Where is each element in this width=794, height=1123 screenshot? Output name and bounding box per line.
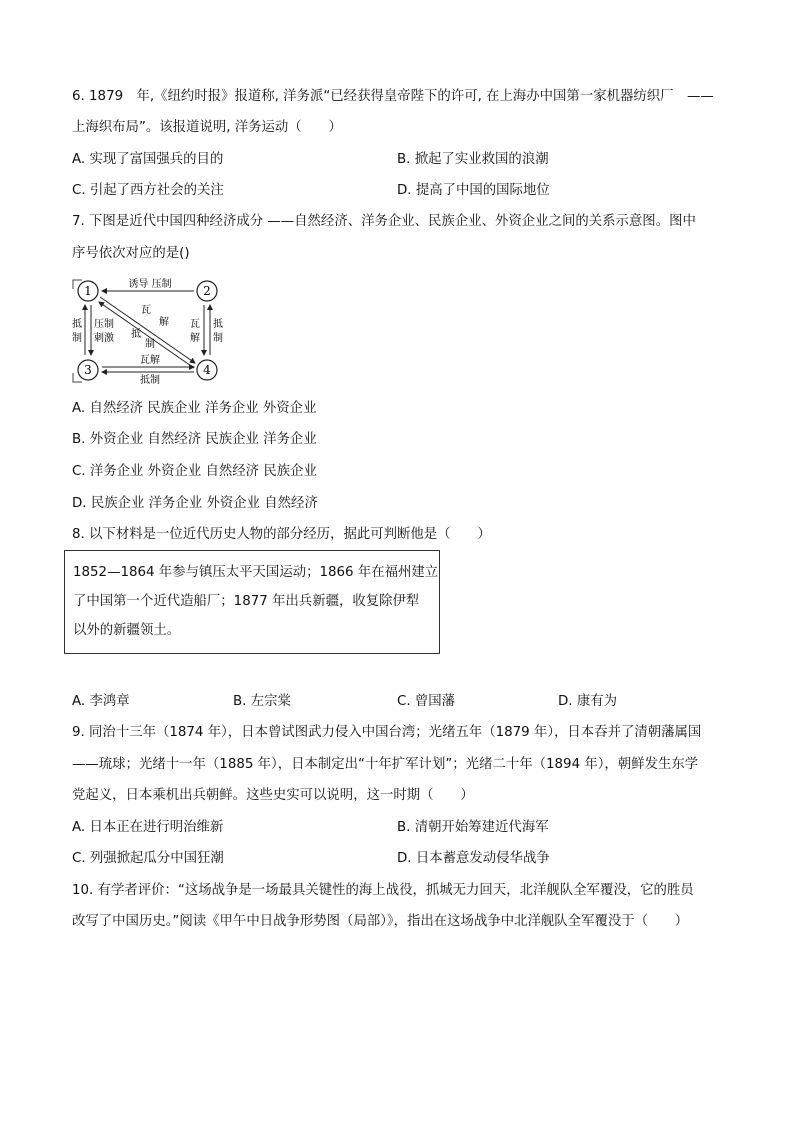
- q6-option-c[interactable]: C. 引起了西方社会的关注: [72, 183, 224, 198]
- label-diag-a-2: 解: [159, 317, 169, 328]
- svg-text:2: 2: [203, 284, 211, 298]
- svg-text:3: 3: [84, 363, 92, 377]
- label-top: 诱导 压制: [128, 279, 172, 290]
- q7-stem-line1: 7. 下图是近代中国四种经济成分 ——自然经济、洋务企业、民族企业、外资企业之间的关系示意图。图中: [72, 214, 696, 229]
- label-right-inner-2: 解: [190, 333, 200, 344]
- q9-option-b[interactable]: B. 清朝开始筹建近代海军: [397, 820, 549, 835]
- q6-option-b[interactable]: B. 掀起了实业救国的浪潮: [397, 152, 549, 167]
- svg-text:4: 4: [203, 363, 211, 377]
- q8-material-line3: 以外的新疆领土。: [73, 623, 181, 638]
- q8-stem-line1: 8. 以下材料是一位近代历史人物的部分经历，据此可判断他是（ ）: [72, 527, 491, 542]
- q8-option-b[interactable]: B. 左宗棠: [233, 694, 291, 709]
- q9-option-a[interactable]: A. 日本正在进行明治维新: [72, 820, 224, 835]
- q8-material-line1: 1852—1864 年参与镇压太平天国运动；1866 年在福州建立: [73, 565, 439, 580]
- label-bottom-upper: 瓦解: [140, 355, 160, 366]
- q8-material-box: [64, 550, 440, 654]
- label-bottom-lower: 抵制: [140, 375, 160, 386]
- q10-stem-line1: 10. 有学者评价：“这场战争是一场最具关键性的海上战役，抓城无力回天，北洋舰队全军覆没，它的胜员: [72, 883, 694, 898]
- label-right-outer-1: 抵: [213, 319, 223, 330]
- q7-option-a[interactable]: A. 自然经济 民族企业 洋务企业 外资企业: [72, 401, 317, 416]
- q7-stem-line2: 序号依次对应的是(): [72, 246, 190, 261]
- label-right-outer-2: 制: [213, 333, 223, 344]
- label-diag-b-1: 抵: [131, 329, 141, 340]
- label-diag-b-2: 制: [145, 339, 155, 350]
- q10-stem-line2: 改写了中国历史。”阅读《甲午中日战争形势图（局部）》，指出在这场战争中北洋舰队全军覆没于（ ）: [72, 914, 689, 929]
- label-left-1: 抵: [72, 319, 82, 330]
- q9-stem-line3: 党起义，日本乘机出兵朝鲜。这些史实可以说明，这一时期（ ）: [72, 788, 474, 803]
- q8-option-d[interactable]: D. 康有为: [558, 694, 617, 709]
- q8-material-line2: 了中国第一个近代造船厂；1877 年出兵新疆，收复除伊犁: [73, 594, 420, 609]
- label-inner-left-2: 刺激: [94, 333, 114, 344]
- label-diag-a-1: 瓦: [141, 305, 151, 316]
- q6-option-d[interactable]: D. 提高了中国的国际地位: [397, 183, 550, 198]
- node-2: [197, 281, 217, 301]
- label-left-2: 制: [72, 333, 82, 344]
- economy-relation-diagram: [70, 275, 225, 387]
- label-inner-left-1: 压制: [94, 319, 114, 330]
- q8-option-a[interactable]: A. 李鸿章: [72, 694, 130, 709]
- q6-stem-line2: 上海织布局”。该报道说明, 洋务运动（ ）: [72, 120, 342, 135]
- q8-option-c[interactable]: C. 曾国藩: [397, 694, 456, 709]
- q9-stem-line2: ——琉球；光绪十一年（1885 年），日本制定出“十年扩军计划”；光绪二十年（1894 年），朝鲜发生东学: [72, 757, 699, 772]
- q6-stem-line1: 6. 1879 年,《纽约时报》报道称, 洋务派“已经获得皇帝陛下的许可, 在上海办中国第一家机器纺织厂 ——: [72, 89, 714, 104]
- node-1: [78, 281, 98, 301]
- q9-option-d[interactable]: D. 日本蓄意发动侵华战争: [397, 851, 550, 866]
- node-3: [78, 360, 98, 380]
- node-4: [197, 360, 217, 380]
- label-right-inner-1: 瓦: [190, 319, 200, 330]
- q9-stem-line1: 9. 同治十三年（1874 年），日本曾试图武力侵入中国台湾；光绪五年（1879 年），日本吞并了清朝藩属国: [72, 725, 702, 740]
- q6-option-a[interactable]: A. 实现了富国强兵的目的: [72, 152, 224, 167]
- q7-option-c[interactable]: C. 洋务企业 外资企业 自然经济 民族企业: [72, 464, 317, 479]
- svg-text:1: 1: [84, 284, 92, 298]
- q9-option-c[interactable]: C. 列强掀起瓜分中国狂潮: [72, 851, 224, 866]
- q7-option-d[interactable]: D. 民族企业 洋务企业 外资企业 自然经济: [72, 496, 318, 511]
- q7-option-b[interactable]: B. 外资企业 自然经济 民族企业 洋务企业: [72, 432, 317, 447]
